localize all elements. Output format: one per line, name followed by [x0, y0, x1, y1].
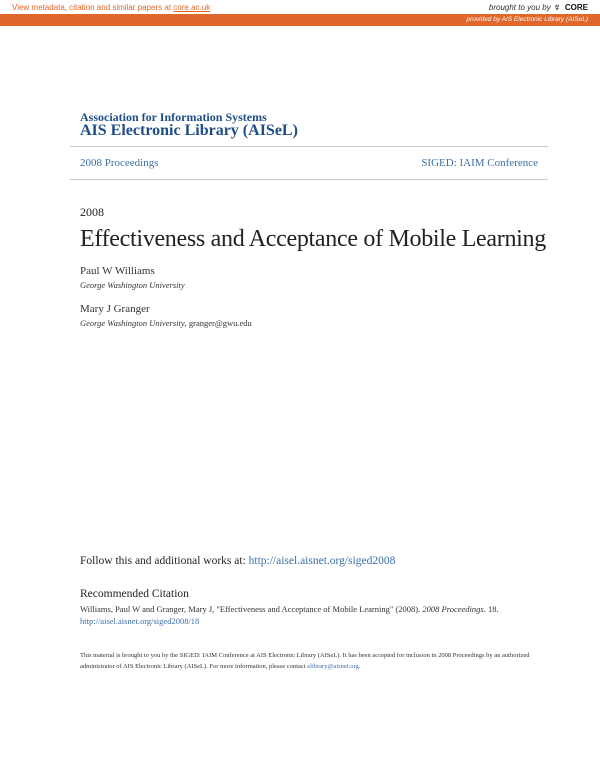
- brought-by-text: brought to you by: [488, 3, 551, 12]
- proceedings-link[interactable]: 2008 Proceedings: [80, 157, 159, 169]
- recommended-citation: [80, 603, 520, 627]
- affiliation-text: George Washington University: [80, 280, 185, 290]
- author-email[interactable]: , granger@gwu.edu: [184, 318, 252, 328]
- core-logo-icon: ↯: [552, 3, 560, 12]
- core-banner: [0, 0, 600, 28]
- divider-top: [70, 146, 548, 147]
- author-affiliation: [80, 280, 185, 290]
- author-affiliation: [80, 318, 252, 328]
- affiliation-text: George Washington University: [80, 318, 185, 328]
- author-name: Paul W Williams: [80, 265, 155, 277]
- divider-bottom: [70, 179, 548, 180]
- library-title[interactable]: AIS Electronic Library (AISeL): [80, 122, 298, 139]
- core-logo: CORE: [564, 3, 588, 12]
- provider-text: provided by AIS Electronic Library (AISeL): [466, 16, 588, 23]
- conference-link[interactable]: SIGED: IAIM Conference: [421, 157, 538, 169]
- follow-link[interactable]: http://aisel.aisnet.org/siged2008: [248, 555, 396, 567]
- citation-text: Williams, Paul W and Granger, Mary J, "Effectiveness and Acceptance of Mobile Learning" (2008).: [80, 604, 421, 614]
- follow-text: Follow this and additional works at:: [80, 555, 246, 567]
- citation-proceedings: 2008 Proceedings: [422, 604, 484, 614]
- association-title[interactable]: Association for Information Systems: [80, 110, 267, 124]
- author-name: Mary J Granger: [80, 303, 150, 315]
- citation-link[interactable]: http://aisel.aisnet.org/siged2008/18: [80, 616, 200, 626]
- core-link[interactable]: core.ac.uk: [173, 3, 211, 12]
- copyright-notice: [80, 650, 530, 672]
- core-metadata-text: View metadata, citation and similar papers at: [12, 3, 172, 12]
- paper-title: Effectiveness and Acceptance of Mobile Learning: [80, 226, 546, 252]
- contact-email-link[interactable]: elibrary@aisnet.org: [307, 663, 359, 670]
- recommended-citation-heading: Recommended Citation: [80, 588, 189, 600]
- notice-text: This material is brought to you by the SIGED: IAIM Conference at AIS Electronic Library (AISeL). It has been accepted for inclusion in 2008 Proceedings by an authorized administrator of AIS Electronic Library (AISeL). For more information, please contact: [80, 652, 530, 670]
- provider-strip: [0, 14, 600, 26]
- notice-end: .: [358, 663, 361, 670]
- core-metadata-notice: [12, 3, 210, 12]
- citation-number: . 18.: [483, 604, 499, 614]
- follow-line: [80, 555, 395, 567]
- core-brand[interactable]: [489, 3, 588, 12]
- paper-year: 2008: [80, 205, 104, 219]
